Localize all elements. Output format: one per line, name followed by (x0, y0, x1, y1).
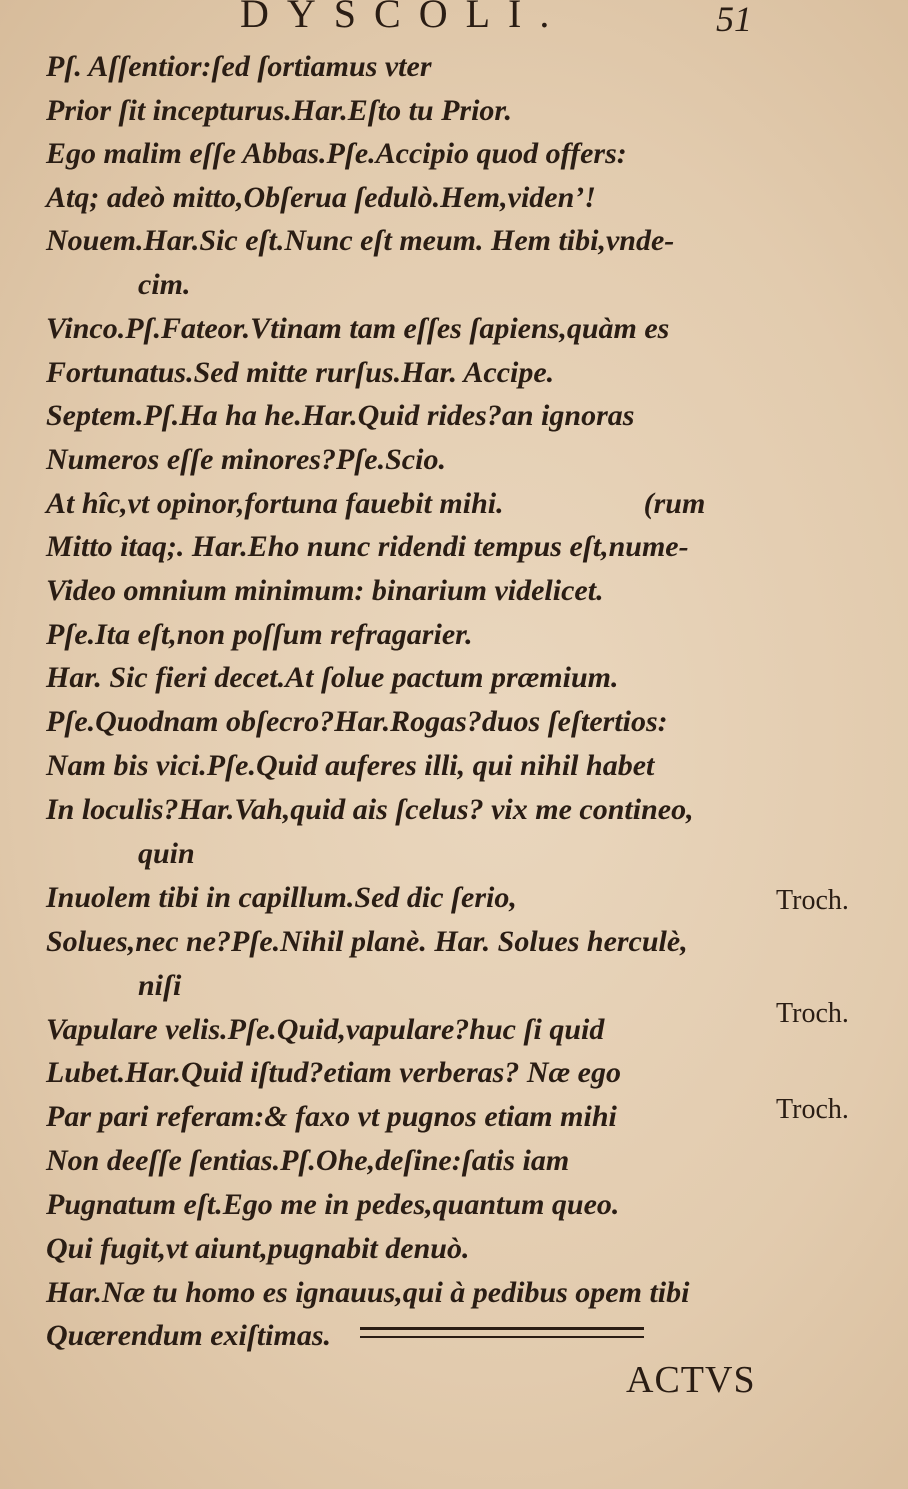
verse-line: Pſe.Ita eſt,non poſſum refragarier. (46, 618, 473, 651)
verse-line: Pſe.Quodnam obſecro?Har.Rogas?duos ſeſtertios: (46, 705, 668, 738)
margin-note: Troch. (776, 1094, 849, 1125)
verse-line: Mitto itaq;. Har.Eho nunc ridendi tempus eſt,nume- (46, 530, 689, 563)
verse-line: Fortunatus.Sed mitte rurſus.Har. Accipe. (46, 356, 555, 389)
margin-note: Troch. (776, 998, 849, 1029)
verse-line: Pſ. Aſſentior:ſed ſortiamus vter (46, 50, 432, 83)
verse-line-main: At hîc,vt opinor,fortuna fauebit mihi. (46, 487, 504, 520)
verse-line-continuation: niſi (138, 969, 182, 1002)
verse-line: Atq; adeò mitto,Obſerua ſedulò.Hem,viden’! (46, 181, 596, 214)
verse-line: Par pari referam:& faxo vt pugnos etiam mihi (46, 1100, 617, 1133)
verse-line: Nouem.Har.Sic eſt.Nunc eſt meum. Hem tibi,vnde- (46, 224, 675, 257)
verse-line: Numeros eſſe minores?Pſe.Scio. (46, 443, 446, 476)
verse-line: Solues,nec ne?Pſe.Nihil planè. Har. Solues herculè, (46, 925, 688, 958)
verse-line: Lubet.Har.Quid iſtud?etiam verberas? Næ ego (46, 1056, 621, 1089)
page-number: 51 (716, 0, 752, 39)
verse-line: Septem.Pſ.Ha ha he.Har.Quid rides?an ignoras (46, 399, 635, 432)
verse-line: Har. Sic fieri decet.At ſolue pactum præmium. (46, 661, 619, 694)
verse-line: Inuolem tibi in capillum.Sed dic ſerio, (46, 881, 517, 914)
ornamental-rule (360, 1327, 644, 1338)
running-title: DYSCOLI. (240, 0, 568, 36)
verse-line-continuation: cim. (138, 268, 191, 301)
verse-line: Vapulare velis.Pſe.Quid,vapulare?huc ſi quid (46, 1013, 605, 1046)
verse-line: Ego malim eſſe Abbas.Pſe.Accipio quod offers: (46, 137, 627, 170)
verse-line-continuation: quin (138, 837, 195, 870)
verse-line: Har.Næ tu homo es ignauus,qui à pedibus opem tibi (46, 1276, 690, 1309)
verse-line-turnover: (rum (643, 487, 706, 520)
verse-line: In loculis?Har.Vah,quid ais ſcelus? vix me contineo, (46, 793, 694, 826)
verse-line (46, 484, 705, 524)
verse-line: Qui fugit,vt aiunt,pugnabit denuò. (46, 1232, 470, 1265)
catchword: ACTVS (626, 1359, 756, 1401)
verse-line: Prior ſit incepturus.Har.Eſto tu Prior. (46, 94, 512, 127)
verse-line: Quærendum exiſtimas. (46, 1319, 332, 1352)
verse-line: Video omnium minimum: binarium videlicet. (46, 574, 604, 607)
margin-note: Troch. (776, 885, 849, 916)
verse-line: Vinco.Pſ.Fateor.Vtinam tam eſſes ſapiens,quàm es (46, 312, 670, 345)
running-header (0, 0, 908, 40)
verse-line: Non deeſſe ſentias.Pſ.Ohe,deſine:ſatis iam (46, 1144, 570, 1177)
verse-line: Pugnatum eſt.Ego me in pedes,quantum queo. (46, 1188, 620, 1221)
verse-line: Nam bis vici.Pſe.Quid auferes illi, qui nihil habet (46, 749, 655, 782)
